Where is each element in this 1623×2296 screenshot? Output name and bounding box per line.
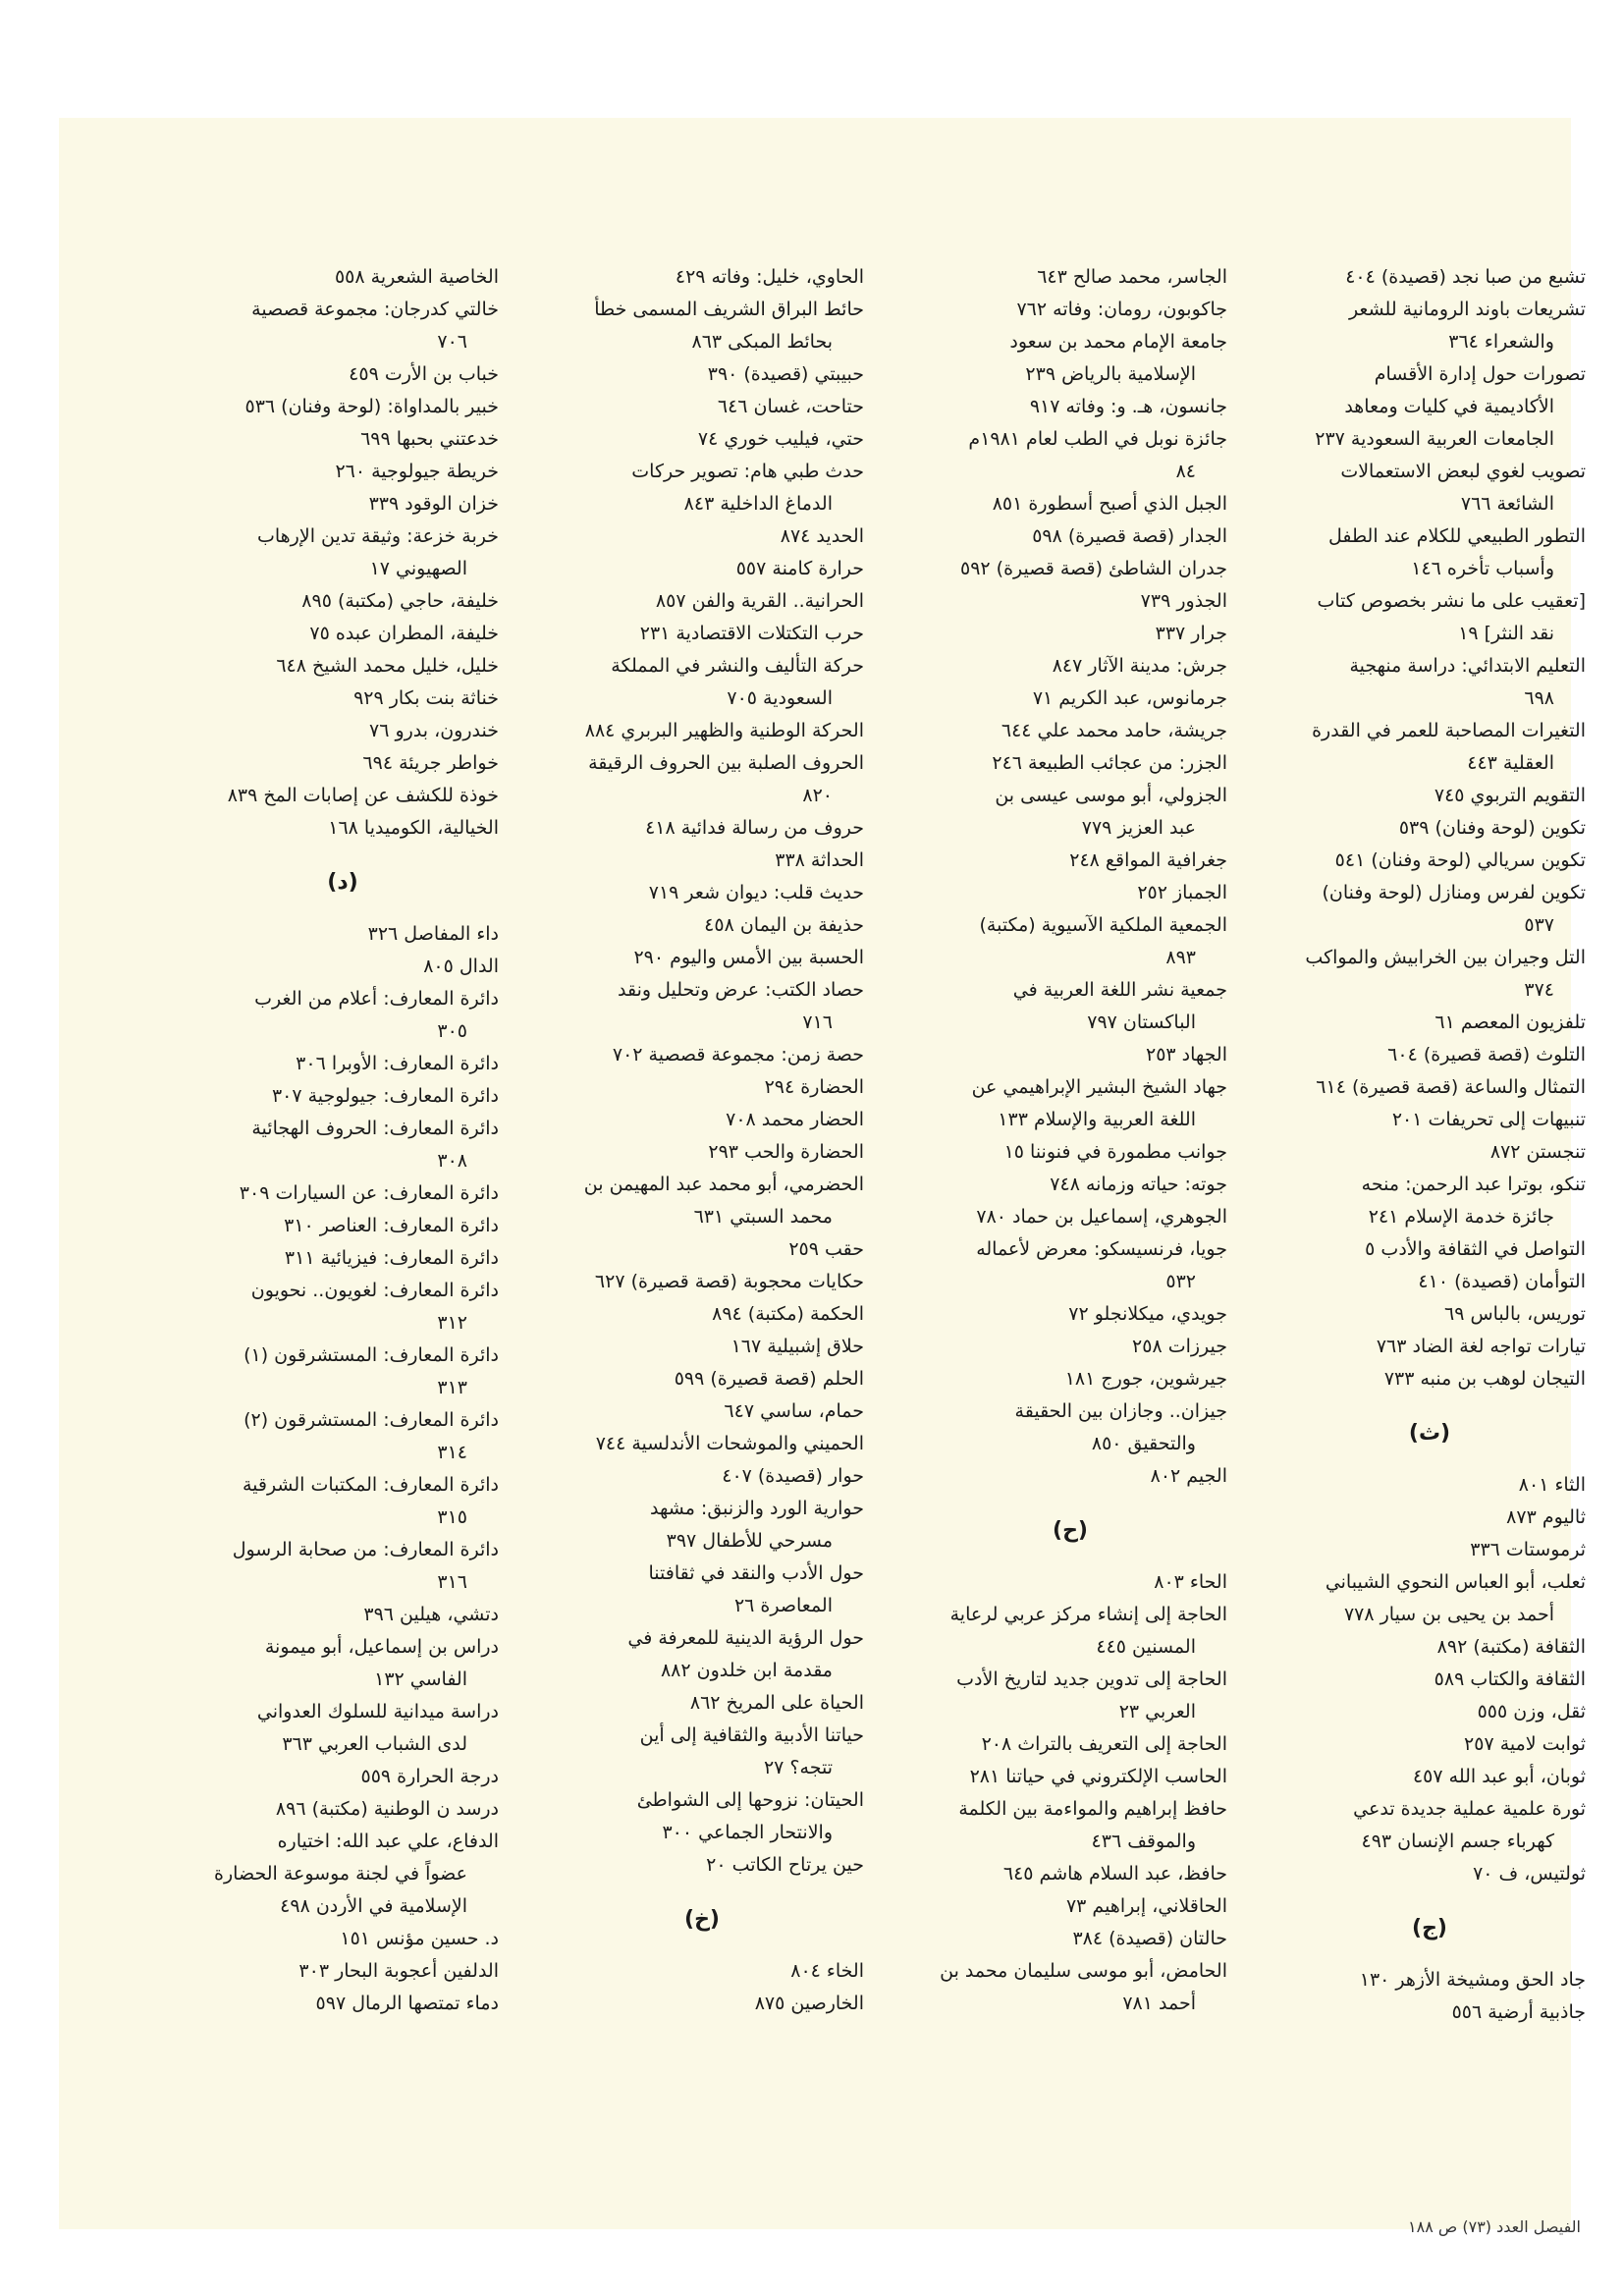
index-entry: جرار ٣٣٧ xyxy=(1155,623,1227,644)
index-entry: الحروف الصلبة بين الحروف الرقيقة xyxy=(588,752,864,774)
index-entry: التمثال والساعة (قصة قصيرة) ٦١٤ xyxy=(1316,1076,1586,1098)
index-entry: الجزر: من عجائب الطبيعة ٢٤٦ xyxy=(992,752,1227,774)
index-entry: حذيفة بن اليمان ٤٥٨ xyxy=(704,914,864,936)
index-entry: الخاصية الشعرية ٥٥٨ xyxy=(334,266,499,288)
index-entry: جاد الحق ومشيخة الأزهر ١٣٠ xyxy=(1359,1969,1586,1991)
index-entry: الحداثة ٣٣٨ xyxy=(775,849,864,871)
index-entry: ٣٠٥ xyxy=(437,1020,467,1042)
index-entry: دائرة المعارف: المستشرقون (١) xyxy=(243,1344,499,1366)
section-letter-heading: (ح) xyxy=(1053,1518,1088,1543)
section-letter-heading: (خ) xyxy=(684,1907,720,1932)
index-entry: الجذور ٧٣٩ xyxy=(1140,590,1227,612)
index-entry: ٨٢٠ xyxy=(802,785,833,806)
index-entry: الثاء ٨٠١ xyxy=(1518,1474,1586,1496)
index-entry: جهاد الشيخ البشير الإبراهيمي عن xyxy=(971,1076,1227,1098)
index-entry: الجمعية الملكية الآسيوية (مكتبة) xyxy=(979,914,1227,936)
index-entry: الدفاع، علي عبد الله: اختياره xyxy=(277,1831,499,1852)
index-entry: الحياة على المريخ ٨٦٢ xyxy=(689,1692,864,1714)
index-entry: دتشي، هيلين ٣٩٦ xyxy=(363,1604,499,1625)
index-entry: حصة زمن: مجموعة قصصية ٧٠٢ xyxy=(612,1044,864,1066)
index-entry: تنجستن ٨٧٢ xyxy=(1489,1141,1586,1163)
index-entry: التلوث (قصة قصيرة) ٦٠٤ xyxy=(1387,1044,1586,1066)
index-entry: حرب التكتلات الاقتصادية ٢٣١ xyxy=(639,623,864,644)
index-entry: حقب ٢٥٩ xyxy=(788,1238,864,1260)
index-entry: الإسلامية في الأردن ٤٩٨ xyxy=(280,1895,467,1917)
index-entry: حبيبتي (قصيدة) ٣٩٠ xyxy=(707,363,864,385)
index-entry: وأسباب تأخره ١٤٦ xyxy=(1411,558,1554,579)
index-entry: عضواً في لجنة موسوعة الحضارة xyxy=(214,1863,467,1885)
index-entry: خليفة، المطران عبده ٧٥ xyxy=(309,623,499,644)
index-entry: تصورات حول إدارة الأقسام xyxy=(1374,363,1586,385)
index-column-2 xyxy=(913,261,1227,2020)
index-entry: جويا، فرنسيسكو: معرض لأعماله xyxy=(976,1238,1227,1260)
index-entry: التعليم الابتدائي: دراسة منهجية xyxy=(1349,655,1586,677)
index-entry: الحضارة ٢٩٤ xyxy=(764,1076,864,1098)
index-entry: الصهيوني ١٧ xyxy=(369,558,467,579)
index-entry: تنبيهات إلى تحريفات ٢٠١ xyxy=(1391,1109,1586,1130)
index-entry: خناثة بنت بكار ٩٢٩ xyxy=(353,687,499,709)
index-entry: الدماغ الداخلية ٨٤٣ xyxy=(683,493,833,515)
index-entry: الباكستان ٧٩٧ xyxy=(1087,1011,1196,1033)
index-entry: ٨٩٣ xyxy=(1165,947,1196,968)
index-entry: جرمانوس، عبد الكريم ٧١ xyxy=(1032,687,1227,709)
index-entry: حافظ، عبد السلام هاشم ٦٤٥ xyxy=(1002,1863,1227,1885)
index-entry: الجهاد ٢٥٣ xyxy=(1145,1044,1227,1066)
index-entry: التطور الطبيعي للكلام عند الطفل xyxy=(1327,525,1586,547)
index-entry: الحاء ٨٠٣ xyxy=(1154,1571,1227,1593)
index-entry: حركة التأليف والنشر في المملكة xyxy=(611,655,864,677)
index-entry: جريشة، حامد محمد علي ٦٤٤ xyxy=(1001,720,1227,741)
index-entry: خريطة جيولوجية ٢٦٠ xyxy=(335,461,499,482)
index-entry: المسنين ٤٤٥ xyxy=(1096,1636,1196,1658)
index-entry: دماء تمتصها الرمال ٥٩٧ xyxy=(315,1993,499,2014)
index-entry: الحامض، أبو موسى سليمان محمد بن xyxy=(940,1960,1227,1982)
index-entry: دائرة المعارف: لغويون.. نحويون xyxy=(250,1280,499,1301)
index-entry: ٦٩٨ xyxy=(1524,687,1554,709)
index-entry: حياتنا الأدبية والثقافية إلى أين xyxy=(639,1724,864,1746)
index-entry: تكوين لفرس ومنازل (لوحة وفنان) xyxy=(1322,882,1586,903)
index-entry: الدال ٨٠٥ xyxy=(423,956,499,977)
index-entry: الجاسر، محمد صالح ٦٤٣ xyxy=(1037,266,1227,288)
index-entry: اللغة العربية والإسلام ١٣٣ xyxy=(998,1109,1196,1130)
index-entry: العربي ٢٣ xyxy=(1118,1701,1196,1722)
index-entry: خدعتني بحبها ٦٩٩ xyxy=(360,428,499,450)
index-entry: العقلية ٤٤٣ xyxy=(1467,752,1554,774)
index-entry: دائرة المعارف: أعلام من الغرب xyxy=(254,988,499,1010)
index-entry: حوار (قصيدة) ٤٠٧ xyxy=(722,1465,864,1487)
index-entry: التغيرات المصاحبة للعمر في القدرة xyxy=(1312,720,1586,741)
index-column-1 xyxy=(1273,261,1586,2029)
index-entry: حصاد الكتب: عرض وتحليل ونقد xyxy=(618,979,864,1001)
index-entry: خربة خزعة: وثيقة تدين الإرهاب xyxy=(256,525,499,547)
index-entry: الحاجة إلى إنشاء مركز عربي لرعاية xyxy=(949,1604,1227,1625)
index-entry: أحمد ٧٨١ xyxy=(1122,1993,1196,2014)
index-entry: تنكو، بوترا عبد الرحمن: منحه xyxy=(1361,1174,1586,1195)
index-entry: جمعية نشر اللغة العربية في xyxy=(1012,979,1227,1001)
index-entry: دائرة المعارف: المستشرقون (٢) xyxy=(243,1409,499,1431)
index-entry: توريس، بالباس ٦٩ xyxy=(1443,1303,1586,1325)
index-entry: الحاوي، خليل: وفاته ٤٢٩ xyxy=(675,266,864,288)
index-entry: دائرة المعارف: فيزيائية ٣١١ xyxy=(284,1247,499,1269)
index-entry: ثولتيس، ف ٧٠ xyxy=(1473,1863,1586,1885)
index-entry: ٣٠٨ xyxy=(437,1150,467,1172)
index-entry: الحاجة إلى تدوين جديد لتاريخ الأدب xyxy=(956,1668,1227,1690)
index-entry: ثعلب، أبو العباس النحوي الشيباني xyxy=(1325,1571,1586,1593)
index-entry: دائرة المعارف: العناصر ٣١٠ xyxy=(284,1215,499,1236)
index-entry: الأكاديمية في كليات ومعاهد xyxy=(1344,396,1554,417)
index-entry: حلاق إشبيلية ١٦٧ xyxy=(730,1336,864,1357)
index-entry: دائرة المعارف: المكتبات الشرقية xyxy=(242,1474,499,1496)
index-entry: حافظ إبراهيم والمواءمة بين الكلمة xyxy=(958,1798,1227,1820)
index-entry: حائط البراق الشريف المسمى خطأ xyxy=(594,299,864,320)
index-entry: ٣١٢ xyxy=(437,1312,467,1334)
index-entry: خندرون، بدرو ٧٦ xyxy=(368,720,499,741)
index-entry: جغرافية المواقع ٢٤٨ xyxy=(1069,849,1227,871)
index-entry: خليل، خليل محمد الشيخ ٦٤٨ xyxy=(276,655,499,677)
index-entry: ثرموستات ٣٣٦ xyxy=(1470,1539,1586,1560)
index-entry: ٥٣٧ xyxy=(1524,914,1554,936)
index-entry: لدى الشباب العربي ٣٦٣ xyxy=(282,1733,467,1755)
index-entry: والتحقيق ٨٥٠ xyxy=(1091,1433,1196,1454)
index-entry: د. حسين مؤنس ١٥١ xyxy=(340,1928,499,1949)
index-entry: ثوابت لامية ٢٥٧ xyxy=(1464,1733,1586,1755)
index-entry: دراس بن إسماعيل، أبو ميمونة xyxy=(264,1636,499,1658)
index-entry: نقد النثر] ١٩ xyxy=(1458,623,1554,644)
index-entry: تكوين (لوحة وفنان) ٥٣٩ xyxy=(1398,817,1586,839)
index-entry: حالتان (قصيدة) ٣٨٤ xyxy=(1072,1928,1227,1949)
index-entry: تلفزيون المعصم ٦١ xyxy=(1434,1011,1586,1033)
index-entry: حتاحت، غسان ٦٤٦ xyxy=(717,396,864,417)
index-entry: أحمد بن يحيى بن سيار ٧٧٨ xyxy=(1343,1604,1554,1625)
index-entry: السعودية ٧٠٥ xyxy=(727,687,833,709)
index-entry: ٣١٣ xyxy=(437,1377,467,1398)
index-entry: والانتحار الجماعي ٣٠٠ xyxy=(662,1822,833,1843)
index-entry: خبير بالمداواة: (لوحة وفنان) ٥٣٦ xyxy=(244,396,499,417)
index-entry: تشبع من صبا نجد (قصيدة) ٤٠٤ xyxy=(1345,266,1586,288)
index-entry: الخاء ٨٠٤ xyxy=(790,1960,864,1982)
index-entry: جائزة نوبل في الطب لعام ١٩٨١م xyxy=(968,428,1227,450)
index-entry: الدلفين أعجوبة البحار ٣٠٣ xyxy=(298,1960,499,1982)
index-entry: ٣٧٤ xyxy=(1524,979,1554,1001)
index-entry: ٨٤ xyxy=(1175,461,1196,482)
index-entry: تشريعات باوند الرومانية للشعر xyxy=(1348,299,1586,320)
index-entry: الثقافة (مكتبة) ٨٩٢ xyxy=(1436,1636,1586,1658)
index-entry: جيرزات ٢٥٨ xyxy=(1132,1336,1227,1357)
index-entry: حديث قلب: ديوان شعر ٧١٩ xyxy=(648,882,864,903)
index-entry: الحديد ٨٧٤ xyxy=(780,525,864,547)
index-entry: تكوين سريالي (لوحة وفنان) ٥٤١ xyxy=(1334,849,1586,871)
index-entry: خزان الوقود ٣٣٩ xyxy=(368,493,499,515)
index-entry: الإسلامية بالرياض ٢٣٩ xyxy=(1025,363,1196,385)
index-entry: الجدار (قصة قصيرة) ٥٩٨ xyxy=(1032,525,1227,547)
index-entry: والموقف ٤٣٦ xyxy=(1091,1831,1196,1852)
index-entry: ٧١٦ xyxy=(802,1011,833,1033)
index-entry: جامعة الإمام محمد بن سعود xyxy=(1009,331,1227,353)
section-letter-heading: (د) xyxy=(327,870,358,895)
index-entry: والشعراء ٣٦٤ xyxy=(1448,331,1554,353)
index-entry: عبد العزيز ٧٧٩ xyxy=(1081,817,1196,839)
index-entry: جاكوبون، رومان: وفاته ٧٦٢ xyxy=(1016,299,1227,320)
index-entry: ثورة علمية عملية جديدة تدعي xyxy=(1353,1798,1586,1820)
index-entry: التيجان لوهب بن منبه ٧٣٣ xyxy=(1383,1368,1586,1390)
index-entry: الجبل الذي أصبح أسطورة ٨٥١ xyxy=(992,493,1227,515)
index-entry: مقدمة ابن خلدون ٨٨٢ xyxy=(660,1660,833,1681)
index-entry: ٣١٤ xyxy=(437,1442,467,1463)
index-entry: الحاسب الإلكتروني في حياتنا ٢٨١ xyxy=(969,1766,1227,1787)
index-entry: تتجه؟ ٢٧ xyxy=(763,1757,833,1778)
index-entry: حول الأدب والنقد في ثقافتنا xyxy=(648,1562,864,1584)
index-entry: دائرة المعارف: الحروف الهجائية xyxy=(251,1118,499,1139)
index-entry: الحلم (قصة قصيرة) ٥٩٩ xyxy=(674,1368,864,1390)
index-entry: الخارصين ٨٧٥ xyxy=(754,1993,864,2014)
index-entry: الجيم ٨٠٢ xyxy=(1150,1465,1227,1487)
index-entry: جانسون، هـ. و: وفاته ٩١٧ xyxy=(1029,396,1227,417)
index-entry: التواصل في الثقافة والأدب ٥ xyxy=(1365,1238,1586,1260)
index-entry: ٧٠٦ xyxy=(437,331,467,353)
index-entry: جيرشوين، جورج ١٨١ xyxy=(1064,1368,1227,1390)
index-entry: محمد السبتي ٦٣١ xyxy=(693,1206,833,1228)
index-entry: خباب بن الأرت ٤٥٩ xyxy=(349,363,499,385)
index-entry: حول الرؤية الدينية للمعرفة في xyxy=(627,1627,864,1649)
page-footer: الفيصل العدد (٧٣) ص ١٨٨ xyxy=(1408,2217,1581,2236)
index-entry: الحرانية.. القرية والفن ٨٥٧ xyxy=(655,590,864,612)
index-entry: الحضرمي، أبو محمد عبد المهيمن بن xyxy=(583,1174,864,1195)
index-entry: بحائط المبكى ٨٦٣ xyxy=(691,331,833,353)
index-entry: الجزولي، أبو موسى عيسى بن xyxy=(995,785,1227,806)
index-entry: الثقافة والكتاب ٥٨٩ xyxy=(1434,1668,1586,1690)
index-entry: ٥٣٢ xyxy=(1165,1271,1196,1292)
index-entry: دائرة المعارف: الأوبرا ٣٠٦ xyxy=(296,1053,499,1074)
index-entry: حتي، فيليب خوري ٧٤ xyxy=(697,428,864,450)
index-entry: الحسبة بين الأمس واليوم ٢٩٠ xyxy=(633,947,864,968)
index-entry: الجامعات العربية السعودية ٢٣٧ xyxy=(1315,428,1554,450)
index-entry: ثوبان، أبو عبد الله ٤٥٧ xyxy=(1412,1766,1586,1787)
index-entry: حدث طبي هام: تصوير حركات xyxy=(631,461,864,482)
index-entry: ٣١٦ xyxy=(437,1571,467,1593)
index-entry: حكايات محجوبة (قصة قصيرة) ٦٢٧ xyxy=(594,1271,864,1292)
index-entry: كهرباء جسم الإنسان ٤٩٣ xyxy=(1361,1831,1554,1852)
index-entry: حمام، ساسي ٦٤٧ xyxy=(724,1400,864,1422)
index-entry: ثاليوم ٨٧٣ xyxy=(1506,1506,1586,1528)
index-column-3 xyxy=(540,261,864,2020)
section-letter-heading: (ث) xyxy=(1408,1421,1451,1446)
index-entry: الحاجة إلى التعريف بالتراث ٢٠٨ xyxy=(981,1733,1227,1755)
index-entry: المعاصرة ٢٦ xyxy=(733,1595,833,1616)
index-entry: الحميني والموشحات الأندلسية ٧٤٤ xyxy=(595,1433,864,1454)
index-entry: الخيالية، الكوميديا ١٦٨ xyxy=(328,817,499,839)
section-letter-heading: (ج) xyxy=(1412,1916,1447,1941)
page xyxy=(59,118,1586,2236)
index-entry: جائزة خدمة الإسلام ٢٤١ xyxy=(1368,1206,1554,1228)
index-entry: جرش: مدينة الآثار ٨٤٧ xyxy=(1052,655,1227,677)
index-entry: جيزان.. وجازان بين الحقيقة xyxy=(1014,1400,1227,1422)
index-entry: دائرة المعارف: عن السيارات ٣٠٩ xyxy=(239,1182,499,1204)
index-entry: جدران الشاطئ (قصة قصيرة) ٥٩٢ xyxy=(960,558,1227,579)
index-entry: جوته: حياته وزمانه ٧٤٨ xyxy=(1050,1174,1227,1195)
index-entry: ثقل، وزن ٥٥٥ xyxy=(1477,1701,1586,1722)
index-entry: الجمباز ٢٥٢ xyxy=(1137,882,1227,903)
index-entry: خوذة للكشف عن إصابات المخ ٨٣٩ xyxy=(227,785,499,806)
index-entry: الحضار محمد ٧٠٨ xyxy=(726,1109,864,1130)
index-entry: درجة الحرارة ٥٥٩ xyxy=(360,1766,499,1787)
index-entry: تصويب لغوي لبعض الاستعمالات xyxy=(1340,461,1586,482)
index-entry: الحكمة (مكتبة) ٨٩٤ xyxy=(712,1303,864,1325)
index-entry: الحيتان: نزوحها إلى الشواطئ xyxy=(636,1789,864,1811)
index-entry: جوانب مطمورة في فنوننا ١٥ xyxy=(1003,1141,1227,1163)
index-entry: التوأمان (قصيدة) ٤١٠ xyxy=(1418,1271,1586,1292)
index-entry: خواطر جريئة ٦٩٤ xyxy=(362,752,499,774)
index-entry: تيارات تواجه لغة الضاد ٧٦٣ xyxy=(1376,1336,1586,1357)
index-entry: [تعقيب على ما نشر بخصوص كتاب xyxy=(1317,590,1586,612)
index-entry: الجوهري، إسماعيل بن حماد ٧٨٠ xyxy=(976,1206,1227,1228)
index-entry: الشائعة ٧٦٦ xyxy=(1460,493,1554,515)
index-entry: الحضارة والحب ٢٩٣ xyxy=(708,1141,864,1163)
index-entry: الحركة الوطنية والظهير البربري ٨٨٤ xyxy=(584,720,864,741)
index-entry: الحاقلاني، إبراهيم ٧٣ xyxy=(1065,1895,1227,1917)
index-entry: داء المفاصل ٣٢٦ xyxy=(367,923,499,945)
index-entry: ٣١٥ xyxy=(437,1506,467,1528)
index-entry: جاذبية أرضية ٥٥٦ xyxy=(1451,2001,1586,2023)
index-entry: دائرة المعارف: جيولوجية ٣٠٧ xyxy=(271,1085,499,1107)
index-entry: حين يرتاح الكاتب ٢٠ xyxy=(706,1854,864,1876)
index-entry: التقويم التربوي ٧٤٥ xyxy=(1434,785,1586,806)
index-entry: الفاسي ١٣٢ xyxy=(374,1668,467,1690)
index-entry: خليفة، حاجي (مكتبة) ٨٩٥ xyxy=(301,590,499,612)
index-entry: حوارية الورد والزنبق: مشهد xyxy=(650,1498,864,1519)
index-entry: خالتي كدرجان: مجموعة قصصية xyxy=(251,299,499,320)
index-entry: جويدي، ميكلانجلو ٧٢ xyxy=(1068,1303,1227,1325)
index-entry: التل وجيران بين الخرابيش والمواكب xyxy=(1305,947,1586,968)
index-entry: حرارة كامنة ٥٥٧ xyxy=(735,558,864,579)
index-entry: دائرة المعارف: من صحابة الرسول xyxy=(232,1539,499,1560)
index-entry: درسد ن الوطنية (مكتبة) ٨٩٦ xyxy=(275,1798,499,1820)
index-entry: حروف من رسالة فدائية ٤١٨ xyxy=(645,817,864,839)
index-column-4 xyxy=(187,261,499,2020)
index-entry: مسرحي للأطفال ٣٩٧ xyxy=(666,1530,833,1552)
index-entry: دراسة ميدانية للسلوك العدواني xyxy=(256,1701,499,1722)
